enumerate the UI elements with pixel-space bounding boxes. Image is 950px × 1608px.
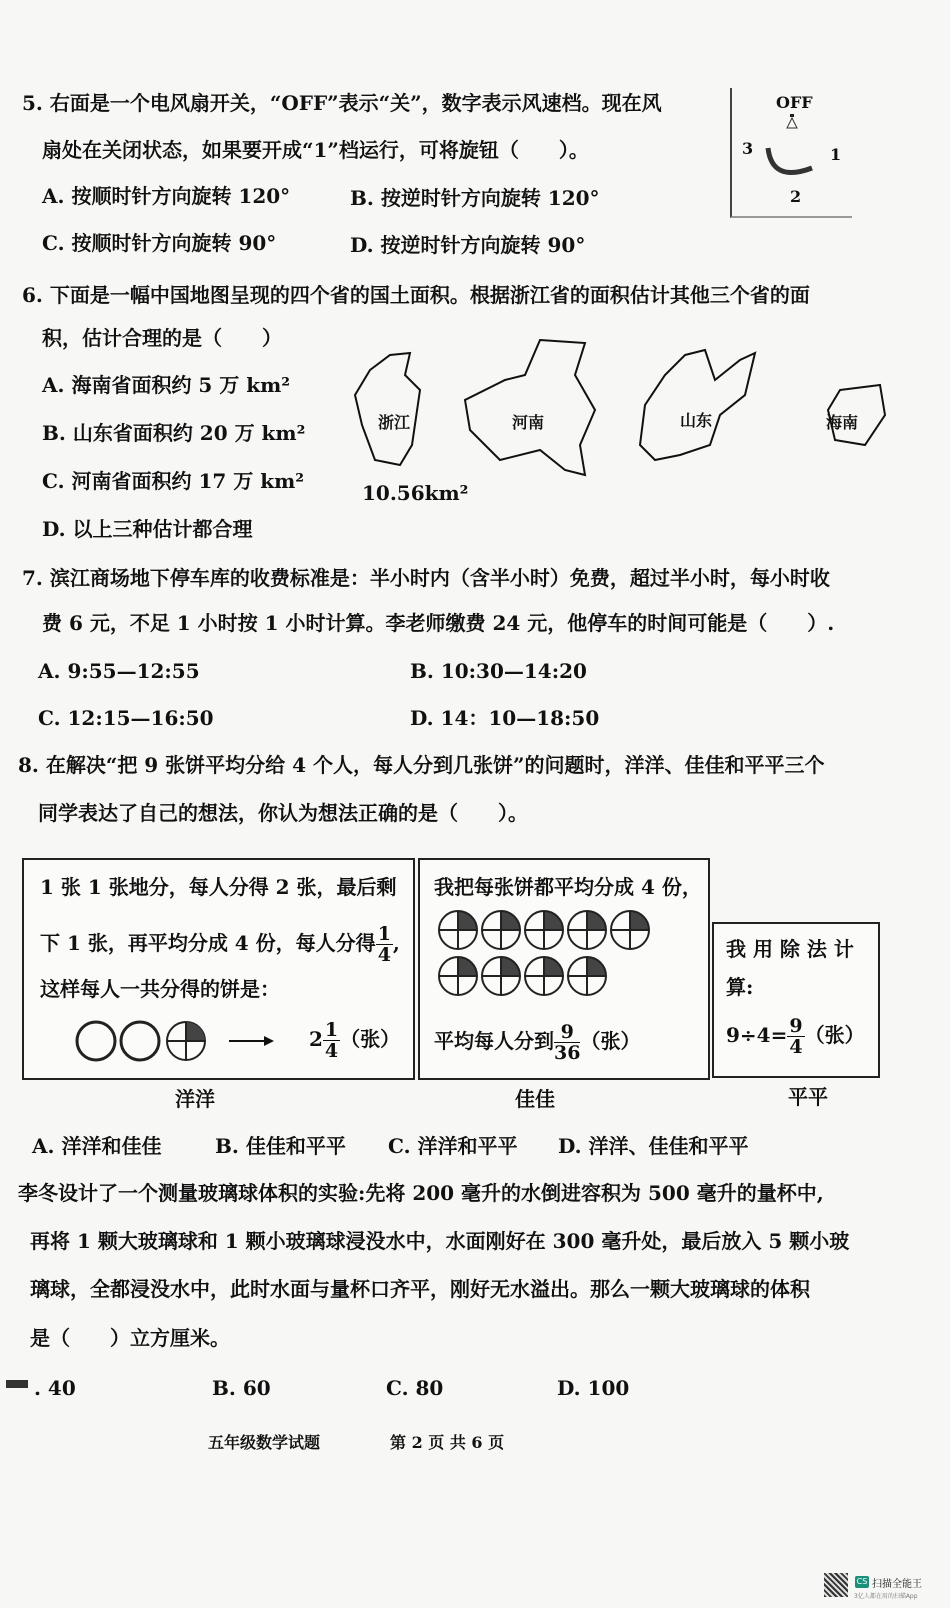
watermark-tagline: 3亿人都在用的扫描App xyxy=(854,1593,918,1600)
unit: （张） xyxy=(580,1029,641,1053)
q6-option-c: C. 河南省面积约 17 万 km² xyxy=(42,469,304,493)
q9-line2: 再将 1 颗大玻璃球和 1 颗小玻璃球浸没水中，水面刚好在 300 毫升处，最后放入 5 颗小玻 xyxy=(30,1229,850,1253)
name-yangyang: 洋洋 xyxy=(175,1087,215,1111)
dial-3-label: 3 xyxy=(742,139,754,158)
yangyang-box xyxy=(22,858,415,1080)
province-label: 海南 xyxy=(826,413,859,432)
footer-page-number: 第 2 页 共 6 页 xyxy=(390,1433,505,1452)
scan-artifact xyxy=(6,1380,28,1388)
q9-line3: 璃球，全都浸没水中，此时水面与量杯口齐平，刚好无水溢出。那么一颗大玻璃球的体积 xyxy=(30,1277,810,1301)
q9-line1: 李冬设计了一个测量玻璃球体积的实验:先将 200 毫升的水倒进容积为 500 毫升的量杯中, xyxy=(18,1181,824,1205)
yang-text: 1 张 1 张地分，每人分得 2 张，最后剩 xyxy=(40,875,397,899)
ping-result xyxy=(726,1016,865,1057)
q9-line4: 是（ ）立方厘米。 xyxy=(30,1326,230,1350)
q8-option-a: A. 洋洋和佳佳 xyxy=(32,1134,162,1158)
q8-line1: 8. 在解决“把 9 张饼平均分给 4 个人，每人分到几张饼”的问题时，洋洋、佳佳和平平三个 xyxy=(18,753,825,777)
province-label: 浙江 xyxy=(378,413,411,432)
q8-option-d: D. 洋洋、佳佳和平平 xyxy=(558,1134,749,1158)
q6-option-b: B. 山东省面积约 20 万 km² xyxy=(42,421,306,445)
frac-den: 4 xyxy=(377,944,391,966)
yang-text: 这样每人一共分得的饼是： xyxy=(40,977,280,1001)
henan-shape xyxy=(465,340,595,475)
ping-text: 我 用 除 法 计 xyxy=(726,937,854,961)
quartered-pie xyxy=(482,911,520,949)
footer-subject: 五年级数学试题 xyxy=(208,1433,321,1452)
frac-den: 4 xyxy=(324,1040,339,1062)
quartered-pie xyxy=(482,957,520,995)
yang-result xyxy=(309,1020,400,1061)
quartered-pie xyxy=(439,911,477,949)
dial-2-label: 2 xyxy=(790,187,802,206)
jia-text: 我把每张饼都平均分成 4 份， xyxy=(434,875,702,899)
fan-dial-figure xyxy=(730,88,852,218)
q8-option-c: C. 洋洋和平平 xyxy=(388,1134,518,1158)
zhejiang-area: 10.56km² xyxy=(362,481,469,505)
pie-circles-icon xyxy=(74,1018,274,1064)
unit: （张） xyxy=(340,1027,401,1051)
dial-off-label: OFF xyxy=(776,93,813,112)
q7-line1: 7. 滨江商场地下停车库的收费标准是：半小时内（含半小时）免费，超过半小时，每小时收 xyxy=(22,566,830,590)
zhejiang-shape xyxy=(355,353,420,465)
watermark-brand: 扫描全能王 xyxy=(872,1579,922,1590)
frac-den: 4 xyxy=(789,1036,803,1058)
frac-num: 1 xyxy=(324,1019,339,1041)
frac-num: 9 xyxy=(554,1022,580,1043)
q6-line2: 积，估计合理的是（ ） xyxy=(42,326,282,350)
q7-option-c: C. 12:15—16:50 xyxy=(38,706,214,730)
province-label: 山东 xyxy=(680,411,713,430)
qr-code-icon xyxy=(824,1573,848,1597)
quartered-pie xyxy=(568,957,606,995)
q6-option-a: A. 海南省面积约 5 万 km² xyxy=(42,373,291,397)
quartered-pie xyxy=(525,957,563,995)
jiajia-box xyxy=(418,858,710,1080)
expr: 9÷4= xyxy=(726,1023,788,1047)
q8-option-b: B. 佳佳和平平 xyxy=(215,1134,346,1158)
name-pingping: 平平 xyxy=(788,1085,828,1109)
q6-line1: 6. 下面是一幅中国地图呈现的四个省的国土面积。根据浙江省的面积估计其他三个省的面 xyxy=(22,283,810,307)
q5-option-d: D. 按逆时针方向旋转 90° xyxy=(350,233,586,257)
whole: 2 xyxy=(309,1027,323,1051)
frac-den: 36 xyxy=(554,1042,581,1064)
q5-option-a: A. 按顺时针方向旋转 120° xyxy=(42,184,291,208)
q5-line1: 5. 右面是一个电风扇开关，“OFF”表示“关”，数字表示风速档。现在风 xyxy=(22,91,662,115)
dial-knob-icon xyxy=(732,88,852,216)
province-label: 河南 xyxy=(512,413,545,432)
q5-line2: 扇处在关闭状态，如果要开成“1”档运行，可将旋钮（ ）。 xyxy=(42,138,589,162)
jia-result xyxy=(434,1022,640,1063)
unit: （张） xyxy=(804,1023,865,1047)
province-maps-figure xyxy=(340,335,900,495)
frac-num: 1 xyxy=(377,923,391,945)
name-jiajia: 佳佳 xyxy=(515,1087,555,1111)
yang-l2: 下 1 张，再平均分成 4 份，每人分得 xyxy=(40,931,376,955)
q5-option-c: C. 按顺时针方向旋转 90° xyxy=(42,231,277,255)
camscanner-logo-icon: CS xyxy=(856,1577,868,1586)
pingping-box xyxy=(712,922,880,1078)
q7-option-d: D. 14：10—18:50 xyxy=(410,706,600,730)
q8-line2: 同学表达了自己的想法，你认为想法正确的是（ ）。 xyxy=(38,801,528,825)
shandong-shape xyxy=(640,350,755,460)
jia-l2: 平均每人分到 xyxy=(434,1029,554,1053)
quartered-pie xyxy=(525,911,563,949)
yang-text: 下 1 张，再平均分成 4 份，每人分得 $\frac{1}{4}$ , xyxy=(40,923,400,966)
quartered-pie xyxy=(439,957,477,995)
q5-option-b: B. 按逆时针方向旋转 120° xyxy=(350,186,600,210)
q9-option-d: D. 100 xyxy=(557,1376,630,1400)
quartered-pies-icon xyxy=(438,908,668,1000)
quartered-pie xyxy=(611,911,649,949)
ping-text: 算: xyxy=(726,975,754,999)
q7-option-b: B. 10:30—14:20 xyxy=(410,659,587,683)
q9-option-a: . 40 xyxy=(34,1376,76,1400)
quartered-pie xyxy=(568,911,606,949)
dial-1-label: 1 xyxy=(830,145,842,164)
q7-option-a: A. 9:55—12:55 xyxy=(38,659,200,683)
q6-option-d: D. 以上三种估计都合理 xyxy=(42,517,253,541)
q9-option-b: B. 60 xyxy=(212,1376,271,1400)
frac-num: 9 xyxy=(789,1015,803,1037)
q9-option-c: C. 80 xyxy=(386,1376,444,1400)
q7-line2: 费 6 元，不足 1 小时按 1 小时计算。李老师缴费 24 元，他停车的时间可能是（ ）. xyxy=(42,611,835,635)
